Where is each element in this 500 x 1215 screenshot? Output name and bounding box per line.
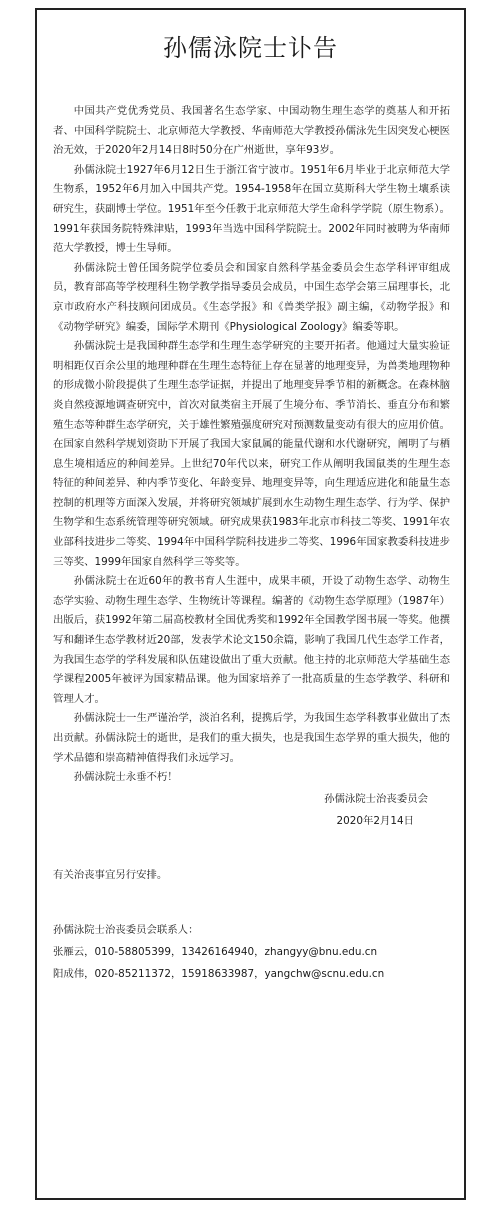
obituary-body bbox=[53, 102, 450, 985]
contact-person: 张雁云，010-58805399，13426164940，zhangyy@bnu.edu.cn bbox=[53, 946, 378, 959]
contact-person: 阳成伟，020-85211372，15918633987，yangchw@scnu.edu.cn bbox=[53, 968, 385, 981]
obituary-frame bbox=[35, 8, 466, 1200]
paragraph-teaching: 孙儒泳院士在近60年的教书育人生涯中，成果丰硕，开设了动物生态学、动物生态学实验、动物生理生态学、生物统计等课程。编著的《动物生态学原理》（1987年）出版后，获1992年第二届高校教材全国优秀奖和1992年全国教学图书展一等奖。他撰写和翻译生态学教材近20部，发表学术论文150余篇，影响了我国几代生态学工作者，为我国生态学的学科发展和队伍建设做出了重大贡献。他主持的北京师范大学基础生态学课程2005年被评为国家精品课。他为国家培养了一批高质量的生态学教学、科研和管理人才。 bbox=[53, 575, 450, 705]
signature-committee: 孙儒泳院士治丧委员会 bbox=[324, 792, 428, 805]
paragraph-farewell: 孙儒泳院士永垂不朽！ bbox=[73, 771, 178, 784]
paragraph-positions: 孙儒泳院士曾任国务院学位委员会和国家自然科学基金委员会生态学科评审组成员，教育部高等学校理科生物学教学指导委员会成员，中国生态学会第三届理事长，北京市政府水产科技顾问团成员。《生态学报》和《兽类学报》副主编，《动物学报》和《动物学研究》编委，国际学术期刊《Physiological Zoology》编委等职。 bbox=[53, 261, 450, 333]
signature-date: 2020年2月14日 bbox=[336, 814, 414, 827]
paragraph-biography: 孙儒泳院士1927年6月12日生于浙江省宁波市。1951年6月毕业于北京师范大学生物系，1952年6月加入中国共产党。1954-1958年在国立莫斯科大学生物土壤系读研究生，获副博士学位。1951年至今任教于北京师范大学生命科学学院（原生物系）。1991年获国务院特殊津贴，1993年当选中国科学院院士。2002年同时被聘为华南师范大学教授，博士生导师。 bbox=[53, 163, 450, 255]
paragraph-tribute: 孙儒泳院士一生严谨治学，淡泊名利，提携后学，为我国生态学科教事业做出了杰出贡献。孙儒泳院士的逝世，是我们的重大损失，也是我国生态学界的重大损失，他的学术品德和崇高精神值得我们永远学习。 bbox=[53, 712, 450, 764]
paragraph-research: 孙儒泳院士是我国种群生态学和生理生态学研究的主要开拓者。他通过大量实验证明相距仅百余公里的地理种群在生理生态特征上存在显著的地理变异，为兽类地理物种的形成微小阶段提供了生理生态学证据，并提出了地理变异季节相的新概念。在森林脑炎自然疫源地调查研究中，首次对鼠类宿主开展了生境分布、季节消长、垂直分布和繁殖生态等种群生态学研究，关于雄性繁殖强度研究对预测数量变动有很大的应用价值。在国家自然科学规划资助下开展了我国大家鼠属的能量代谢和水代谢研究，阐明了与栖息生境相适应的种间差异。上世纪70年代以来，研究工作从阐明我国鼠类的生理生态特征的种间差异、种内季节变化、年龄变异、地理变异等，向生理适应进化和能量生态控制的机理等方面深入发展，并将研究领域扩展到水生动物生理生态学、行为学、保护生物学和生态系统管理等研究领域。研究成果获1983年北京市科技二等奖、1991年农业部科技进步二等奖、1994年中国科学院科技进步二等奖、1996年国家教委科技进步三等奖、1999年国家自然科学三等奖等。 bbox=[53, 340, 450, 568]
page-title: 孙儒泳院士讣告 bbox=[163, 34, 338, 62]
contacts-heading: 孙儒泳院士治丧委员会联系人： bbox=[53, 924, 199, 937]
paragraph-announcement: 中国共产党优秀党员、我国著名生态学家、中国动物生理生态学的奠基人和开拓者、中国科学院院士、北京师范大学教授、华南师范大学教授孙儒泳先生因突发心梗医治无效，于2020年2月14日8时50分在广州逝世，享年93岁。 bbox=[53, 105, 450, 157]
funeral-note: 有关治丧事宜另行安排。 bbox=[53, 868, 168, 881]
contacts-section bbox=[53, 919, 450, 985]
